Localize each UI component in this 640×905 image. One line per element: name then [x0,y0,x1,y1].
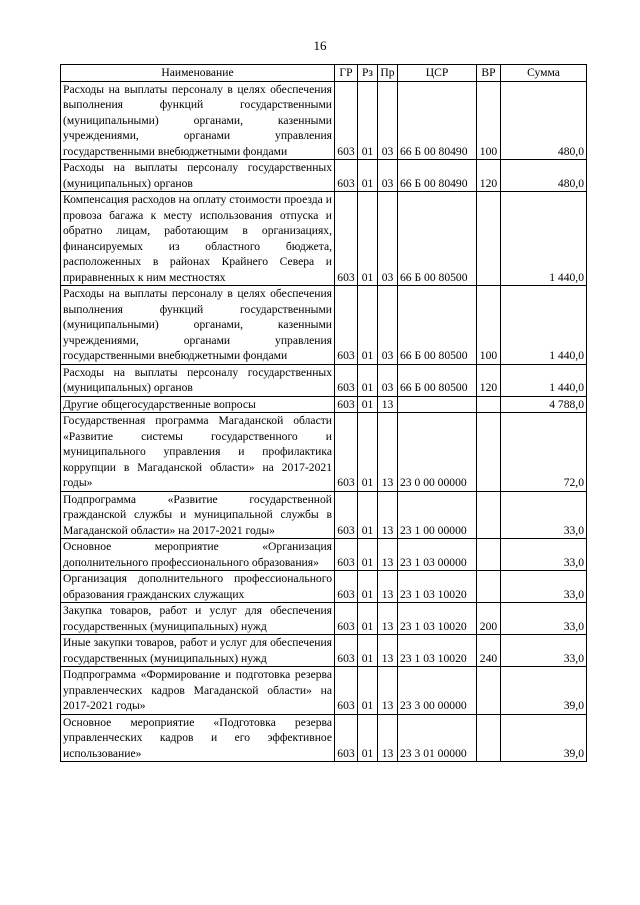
row-csr: 66 Б 00 80490 [398,81,477,160]
table-row [61,192,587,286]
row-sum: 1 440,0 [501,364,587,396]
row-rz: 01 [358,160,378,192]
row-pr: 03 [378,286,398,365]
row-name: Другие общегосударственные вопросы [61,396,335,413]
budget-table [60,64,587,762]
row-sum: 33,0 [501,635,587,667]
row-sum: 1 440,0 [501,286,587,365]
row-gr: 603 [335,160,358,192]
row-csr [398,396,477,413]
row-name: Организация дополнительного профессионального образования гражданских служащих [61,571,335,603]
table-row [61,603,587,635]
header-gr: ГР [335,65,358,82]
row-pr: 13 [378,491,398,539]
row-csr: 66 Б 00 80500 [398,286,477,365]
row-gr: 603 [335,571,358,603]
row-csr: 23 3 01 00000 [398,714,477,762]
row-csr: 23 0 00 00000 [398,413,477,492]
row-rz: 01 [358,81,378,160]
row-vr: 200 [477,603,501,635]
row-gr: 603 [335,667,358,715]
row-sum: 1 440,0 [501,192,587,286]
row-pr: 03 [378,160,398,192]
row-rz: 01 [358,603,378,635]
row-gr: 603 [335,603,358,635]
table-row [61,81,587,160]
row-name: Расходы на выплаты персоналу государственных (муниципальных) органов [61,160,335,192]
row-vr [477,491,501,539]
row-vr [477,714,501,762]
row-name: Подпрограмма «Формирование и подготовка резерва управленческих кадров Магаданской области» на 2017-2021 годы» [61,667,335,715]
row-rz: 01 [358,286,378,365]
row-name: Государственная программа Магаданской области «Развитие системы государственного и муниципального управления и профилактика коррупции в Магаданской области» на 2017-2021 годы» [61,413,335,492]
table-row [61,160,587,192]
row-sum: 72,0 [501,413,587,492]
row-pr: 03 [378,81,398,160]
row-csr: 23 1 03 10020 [398,635,477,667]
row-name: Закупка товаров, работ и услуг для обеспечения государственных (муниципальных) нужд [61,603,335,635]
row-pr: 13 [378,635,398,667]
table-row [61,364,587,396]
row-gr: 603 [335,396,358,413]
row-sum: 33,0 [501,539,587,571]
row-name: Подпрограмма «Развитие государственной гражданской службы и муниципальной службы в Магаданской области» на 2017-2021 годы» [61,491,335,539]
table-row [61,396,587,413]
page-number: 16 [313,38,327,53]
row-name: Иные закупки товаров, работ и услуг для обеспечения государственных (муниципальных) нужд [61,635,335,667]
row-csr: 23 1 00 00000 [398,491,477,539]
row-rz: 01 [358,667,378,715]
row-rz: 01 [358,491,378,539]
row-csr: 23 1 03 00000 [398,539,477,571]
row-sum: 33,0 [501,491,587,539]
row-vr: 240 [477,635,501,667]
row-vr: 100 [477,286,501,365]
row-pr: 03 [378,364,398,396]
row-pr: 13 [378,571,398,603]
row-name: Расходы на выплаты персоналу в целях обеспечения выполнения функций государственными (муниципальными) органами, казенными учреждениями, органами управления государственными внебюджетными фондами [61,286,335,365]
row-gr: 603 [335,192,358,286]
table-row [61,286,587,365]
row-vr [477,667,501,715]
row-sum: 480,0 [501,160,587,192]
row-sum: 4 788,0 [501,396,587,413]
row-rz: 01 [358,714,378,762]
row-rz: 01 [358,571,378,603]
row-vr: 120 [477,160,501,192]
row-sum: 480,0 [501,81,587,160]
table-row [61,667,587,715]
row-pr: 13 [378,413,398,492]
row-name: Расходы на выплаты персоналу в целях обеспечения выполнения функций государственными (муниципальными) органами, казенными учреждениями, органами управления государственными внебюджетными фондами [61,81,335,160]
row-csr: 66 Б 00 80500 [398,192,477,286]
header-vr: ВР [477,65,501,82]
row-vr [477,396,501,413]
row-vr [477,413,501,492]
row-csr: 23 3 00 00000 [398,667,477,715]
row-vr [477,571,501,603]
row-pr: 13 [378,396,398,413]
table-row [61,539,587,571]
row-pr: 13 [378,539,398,571]
row-csr: 66 Б 00 80500 [398,364,477,396]
row-rz: 01 [358,635,378,667]
row-gr: 603 [335,491,358,539]
row-name: Расходы на выплаты персоналу государственных (муниципальных) органов [61,364,335,396]
row-vr [477,192,501,286]
row-gr: 603 [335,81,358,160]
header-csr: ЦСР [398,65,477,82]
row-pr: 13 [378,714,398,762]
row-rz: 01 [358,364,378,396]
row-pr: 13 [378,667,398,715]
row-sum: 39,0 [501,714,587,762]
header-pr: Пр [378,65,398,82]
row-gr: 603 [335,286,358,365]
row-pr: 13 [378,603,398,635]
table-row [61,413,587,492]
row-gr: 603 [335,364,358,396]
row-name: Основное мероприятие «Подготовка резерва управленческих кадров и его эффективное использование» [61,714,335,762]
row-vr: 100 [477,81,501,160]
table-row [61,635,587,667]
table-row [61,571,587,603]
row-vr [477,539,501,571]
row-rz: 01 [358,396,378,413]
table-row [61,491,587,539]
row-gr: 603 [335,539,358,571]
header-sum: Сумма [501,65,587,82]
table-row [61,714,587,762]
row-gr: 603 [335,413,358,492]
row-sum: 33,0 [501,571,587,603]
row-name: Основное мероприятие «Организация дополнительного профессионального образования» [61,539,335,571]
row-rz: 01 [358,192,378,286]
row-csr: 23 1 03 10020 [398,603,477,635]
row-gr: 603 [335,635,358,667]
row-sum: 33,0 [501,603,587,635]
row-csr: 66 Б 00 80490 [398,160,477,192]
row-gr: 603 [335,714,358,762]
row-pr: 03 [378,192,398,286]
header-row [61,65,587,82]
row-sum: 39,0 [501,667,587,715]
header-name: Наименование [61,65,335,82]
table-header [61,65,587,82]
row-vr: 120 [477,364,501,396]
row-rz: 01 [358,539,378,571]
table-body [61,81,587,762]
row-csr: 23 1 03 10020 [398,571,477,603]
header-rz: Рз [358,65,378,82]
row-rz: 01 [358,413,378,492]
row-name: Компенсация расходов на оплату стоимости проезда и провоза багажа к месту использования отпуска и обратно лицам, работающим в организациях, финансируемых из областного бюджета, расположенных в районах Крайнего Севера и приравненных к ним местностях [61,192,335,286]
